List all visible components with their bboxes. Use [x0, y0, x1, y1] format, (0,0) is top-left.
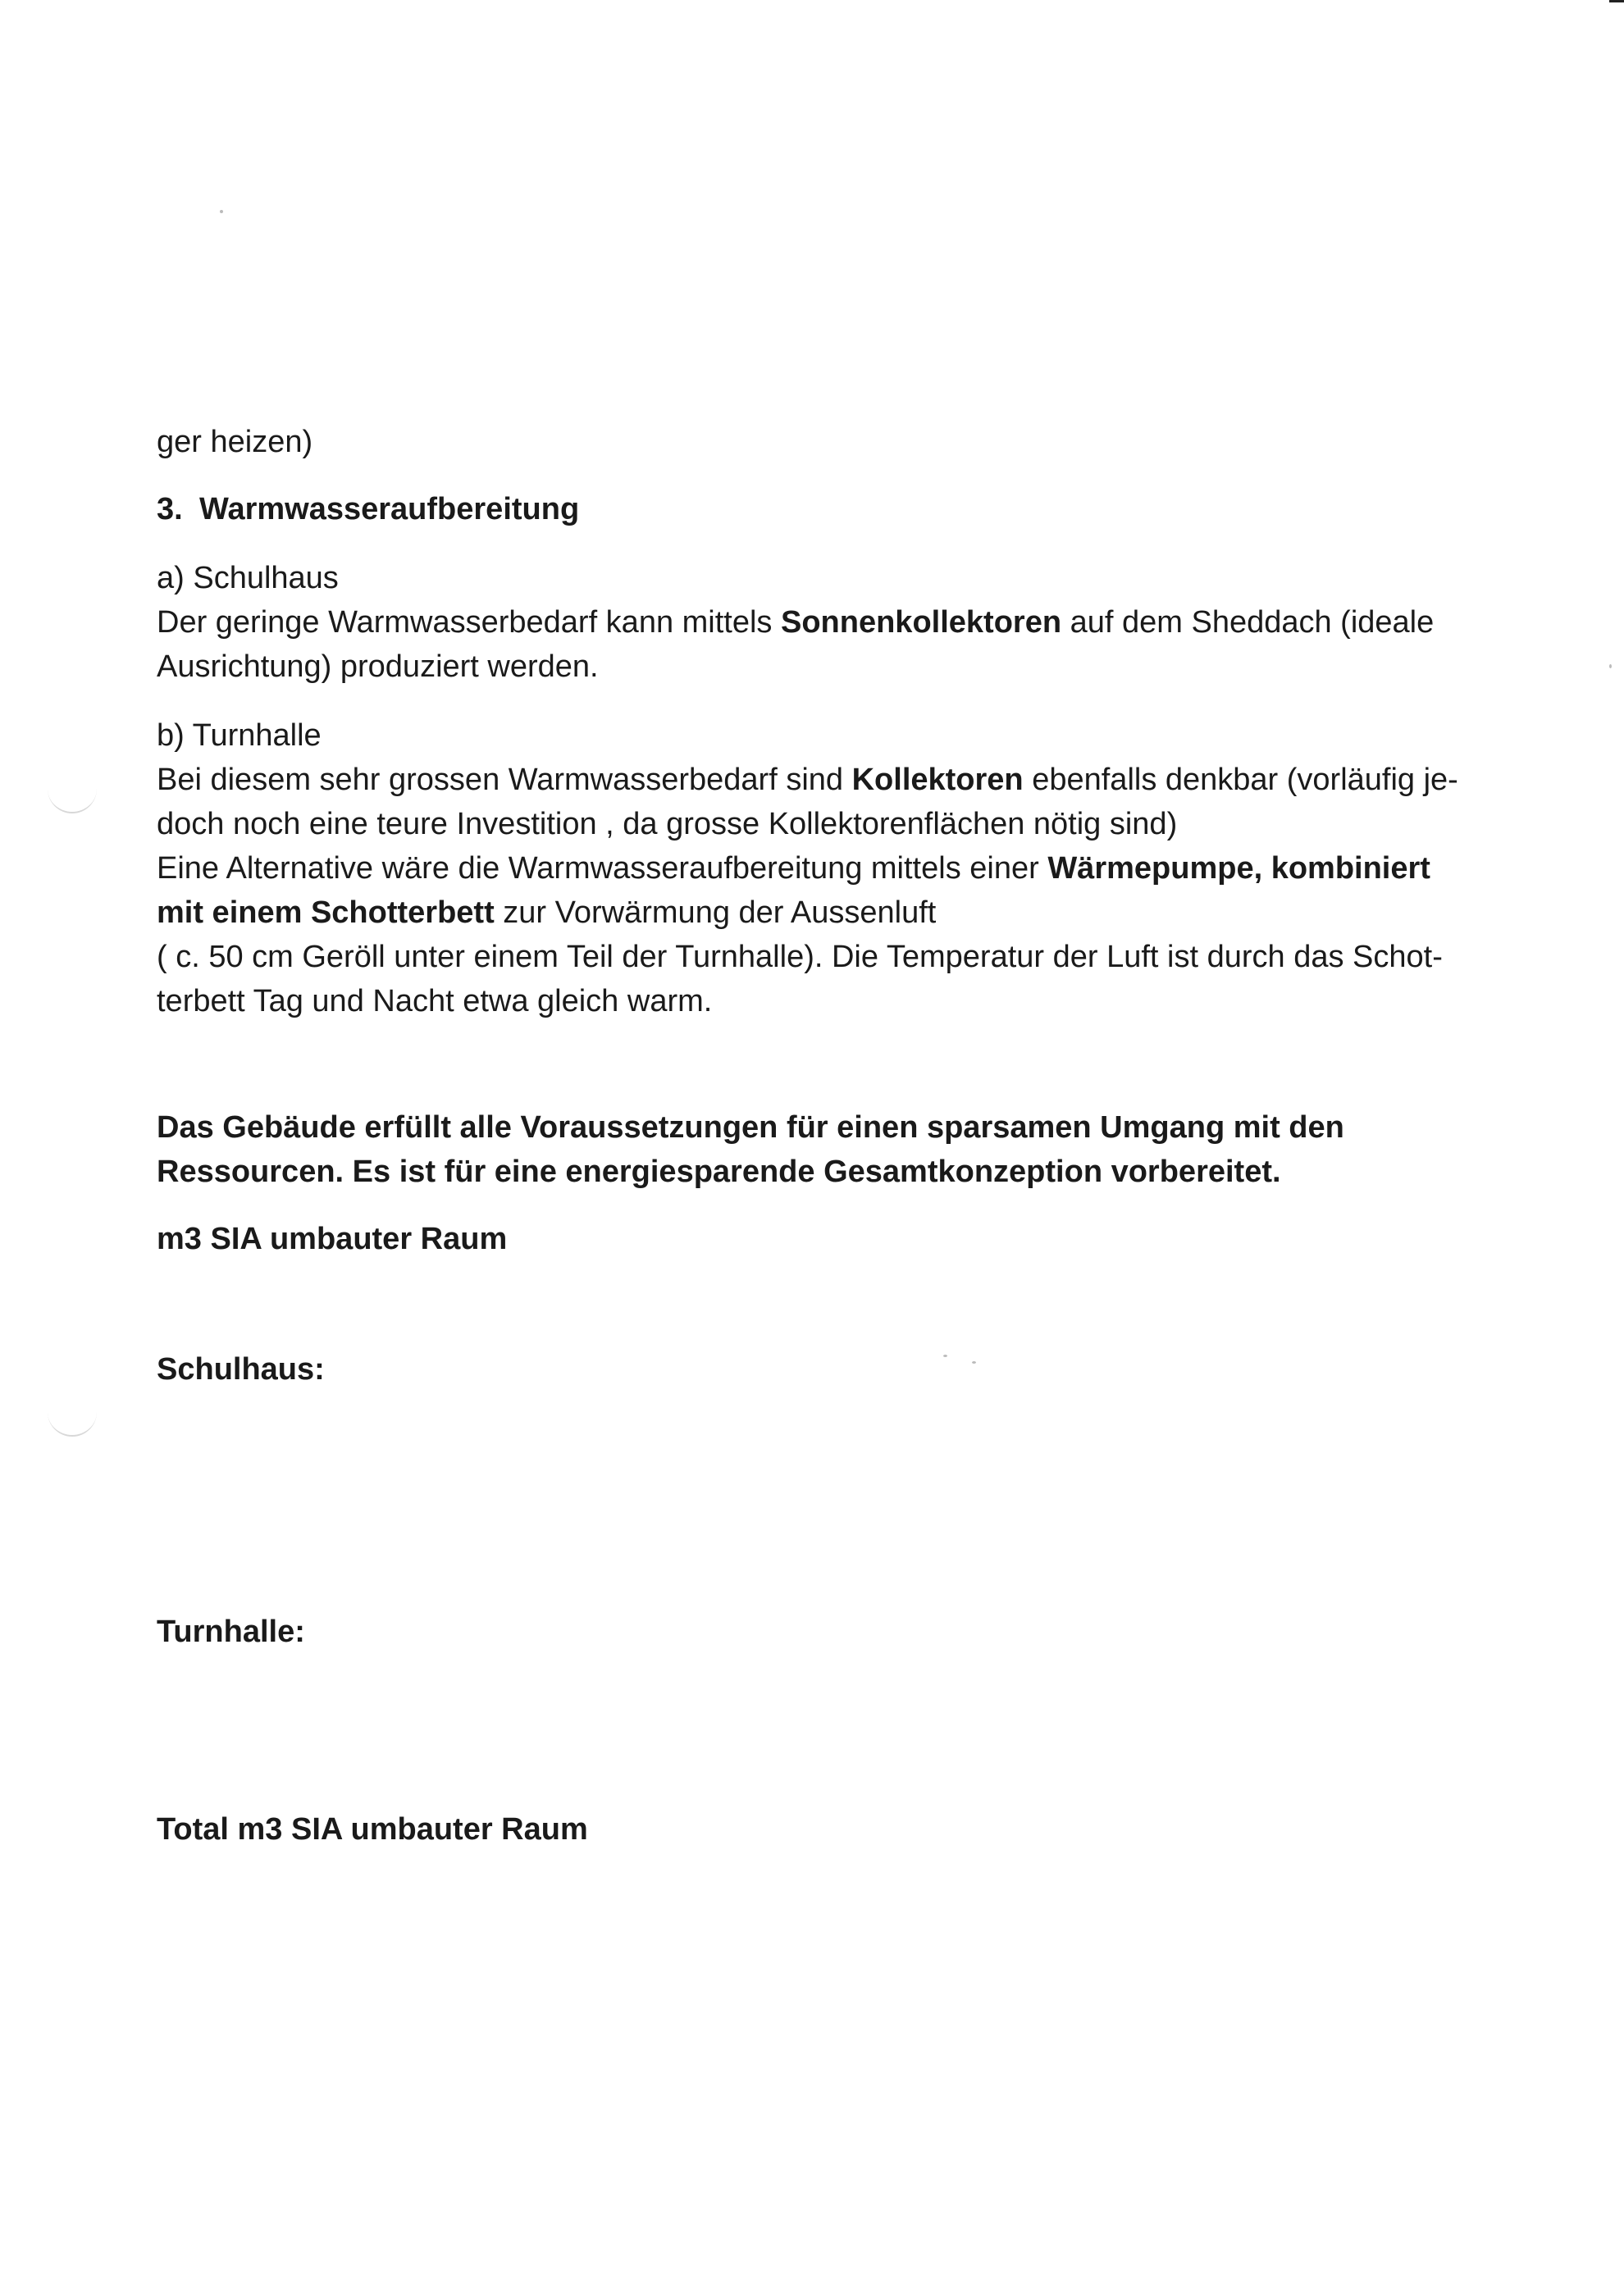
summary-statement [157, 1105, 1551, 1194]
document-body [157, 420, 1551, 1261]
section-number: 3. [157, 492, 183, 526]
part-a-line-2: Ausrichtung) produziert werden. [157, 649, 599, 684]
section-title: Warmwasseraufbereitung [199, 492, 580, 526]
label-total-volume: Total m3 SIA umbauter Raum [157, 1812, 588, 1847]
punch-hole-mark-top [48, 779, 97, 813]
part-b-turnhalle [157, 713, 1551, 1023]
label-turnhalle: Turnhalle: [157, 1615, 305, 1649]
label-schulhaus: Schulhaus: [157, 1352, 325, 1387]
summary-line-1: Das Gebäude erfüllt alle Voraussetzungen für einen sparsamen Umgang mit den [157, 1110, 1344, 1145]
scan-speck [220, 210, 223, 213]
keyword-kollektoren: Kollektoren [851, 763, 1024, 797]
part-b-line-5: ( c. 50 cm Geröll unter einem Teil der Turnhalle). Die Temperatur der Luft ist durch das Schot- [157, 940, 1443, 974]
keyword-schotterbett: mit einem Schotterbett [157, 895, 495, 930]
scan-speck [943, 1355, 947, 1357]
scan-speck [1609, 664, 1612, 668]
part-a-schulhaus [157, 556, 1551, 689]
part-b-line-4: mit einem Schotterbett zur Vorwärmung der Aussenluft [157, 895, 937, 930]
section-3-heading [157, 487, 1551, 531]
intro-fragment: ger heizen) [157, 425, 313, 459]
summary-line-2: Ressourcen. Es ist für eine energiesparende Gesamtkonzeption vorbereitet. [157, 1155, 1281, 1189]
volume-heading [157, 1217, 1551, 1261]
volume-heading-text: m3 SIA umbauter Raum [157, 1222, 508, 1256]
part-b-label: b) Turnhalle [157, 718, 322, 753]
part-b-line-6: terbett Tag und Nacht etwa gleich warm. [157, 984, 713, 1018]
keyword-sonnenkollektoren: Sonnenkollektoren [780, 605, 1062, 640]
scan-speck [972, 1361, 976, 1364]
part-b-line-3: Eine Alternative wäre die Warmwasseraufbereitung mittels einer Wärmepumpe, kombiniert [157, 851, 1430, 886]
punch-hole-mark-bottom [48, 1402, 97, 1437]
part-b-line-1: Bei diesem sehr grossen Warmwasserbedarf sind Kollektoren ebenfalls denkbar (vorläufig je- [157, 763, 1458, 797]
part-b-line-2: doch noch eine teure Investition , da grosse Kollektorenflächen nötig sind) [157, 807, 1178, 841]
part-a-line-1: Der geringe Warmwasserbedarf kann mittels Sonnenkollektoren auf dem Sheddach (ideale [157, 605, 1435, 640]
keyword-waermepumpe: Wärmepumpe, kombiniert [1047, 851, 1430, 886]
part-a-label: a) Schulhaus [157, 561, 339, 595]
scan-edge-mark [1609, 0, 1624, 2]
